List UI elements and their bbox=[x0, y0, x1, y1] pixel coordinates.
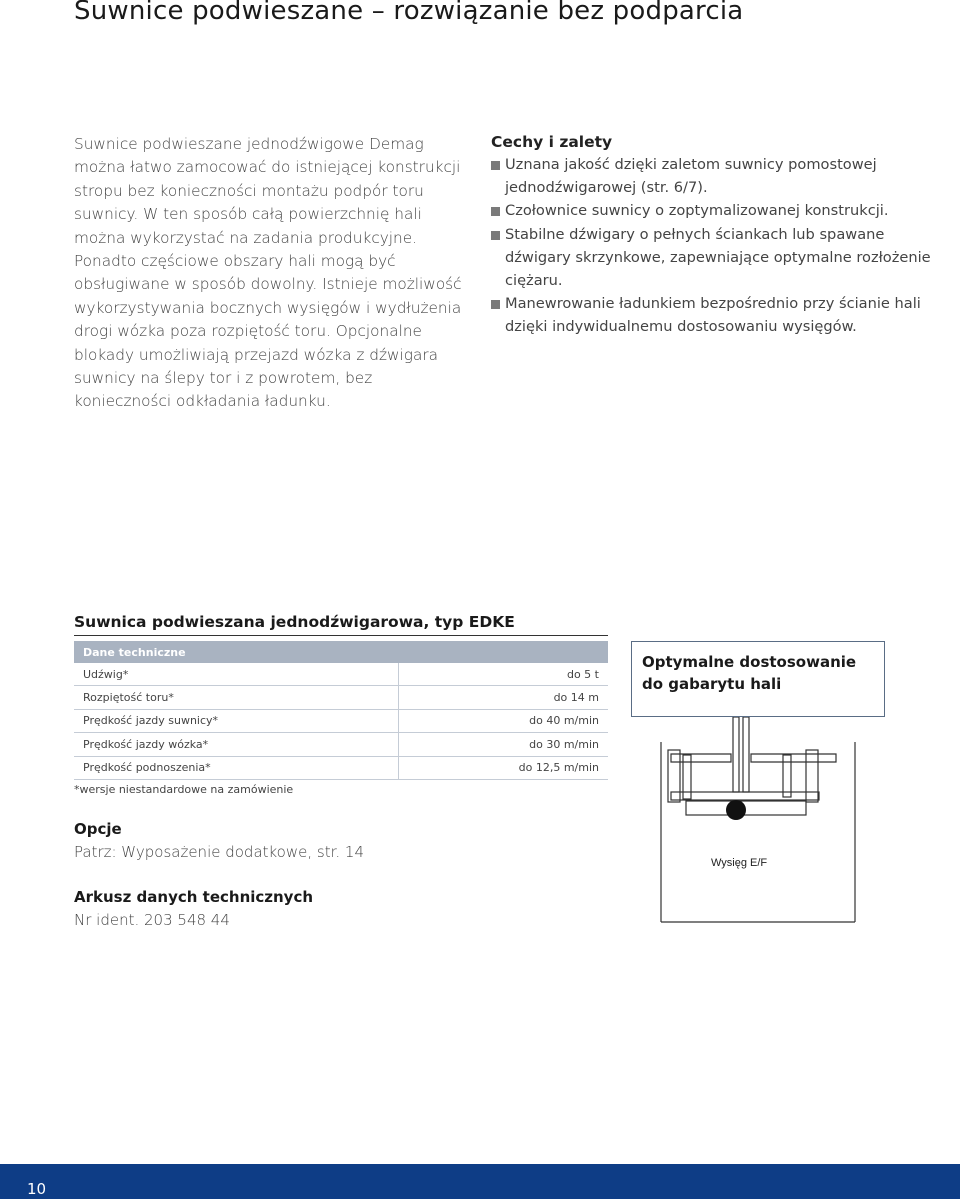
feature-text: Czołownice suwnicy o zoptymalizowanej konstrukcji. bbox=[505, 202, 889, 220]
left-end-carriage bbox=[668, 750, 680, 802]
right-trolley bbox=[783, 755, 791, 797]
table-row bbox=[74, 756, 608, 779]
options-text: Patrz: Wyposażenie dodatkowe, str. 14 bbox=[74, 843, 364, 861]
girder-lower bbox=[686, 801, 806, 815]
page-number: 10 bbox=[27, 1180, 47, 1198]
bullet-square-icon bbox=[491, 231, 500, 240]
right-end-carriage bbox=[806, 750, 818, 802]
callout-line-1: Optymalne dostosowanie bbox=[642, 653, 857, 671]
spec-table-header: Dane techniczne bbox=[74, 641, 608, 663]
feature-item bbox=[491, 292, 931, 338]
spec-divider bbox=[74, 635, 608, 636]
center-beam-right bbox=[743, 717, 749, 792]
spec-label: Prędkość jazdy suwnicy* bbox=[74, 709, 399, 732]
center-beam-left bbox=[733, 717, 739, 792]
callout-line-2: do gabarytu hali bbox=[642, 675, 782, 693]
intro-paragraph bbox=[74, 133, 474, 414]
feature-item bbox=[491, 153, 931, 199]
datasheet-text: Nr ident. 203 548 44 bbox=[74, 911, 230, 929]
datasheet-heading: Arkusz danych technicznych bbox=[74, 888, 314, 906]
spec-value: do 5 t bbox=[399, 663, 608, 686]
spec-label: Rozpiętość toru* bbox=[74, 686, 399, 709]
spec-table bbox=[74, 641, 608, 780]
feature-item bbox=[491, 223, 931, 293]
hook-dot bbox=[726, 800, 746, 820]
main-girder bbox=[671, 792, 819, 800]
feature-item bbox=[491, 199, 931, 222]
feature-text: Uznana jakość dzięki zaletom suwnicy pomostowej jednodźwigarowej (str. 6/7). bbox=[505, 156, 877, 197]
spec-footnote: *wersje niestandardowe na zamówienie bbox=[74, 783, 294, 796]
features-heading: Cechy i zalety bbox=[491, 133, 613, 151]
table-row bbox=[74, 709, 608, 732]
intro-text: Suwnice podwieszane jednodźwigowe Demag można łatwo zamocować do istniejącej konstrukcji stropu bez konieczności montażu podpór toru suwnicy. W ten sposób całą powierzchnię hali można wykorzystać na zadania produkcyjne. Ponadto częściowe obszary hali mogą być obsługiwane w sposób dowolny. Istnieje możliwość wykorzystywania bocznych wysięgów i wydłużenia drogi wózka poza rozpiętość toru. Opcjonalne blokady umożliwiają przejazd wózka z dźwigara suwnicy na ślepy tor i z powrotem, bez konieczności odkładania ładunku. bbox=[74, 135, 462, 411]
table-row bbox=[74, 663, 608, 686]
spec-label: Prędkość jazdy wózka* bbox=[74, 733, 399, 756]
footer-bar bbox=[0, 1164, 960, 1199]
feature-text: Manewrowanie ładunkiem bezpośrednio przy ścianie hali dzięki indywidualnemu dostosowaniu wysięgów. bbox=[505, 295, 921, 336]
features-section bbox=[491, 133, 931, 339]
page-title: Suwnice podwieszane – rozwiązanie bez podparcia bbox=[74, 0, 744, 26]
spec-label: Udźwig* bbox=[74, 663, 399, 686]
table-row bbox=[74, 733, 608, 756]
bullet-square-icon bbox=[491, 300, 500, 309]
right-rail bbox=[751, 754, 836, 762]
bullet-square-icon bbox=[491, 161, 500, 170]
crane-diagram bbox=[631, 717, 885, 937]
table-row bbox=[74, 686, 608, 709]
bullet-square-icon bbox=[491, 207, 500, 216]
spec-value: do 14 m bbox=[399, 686, 608, 709]
callout-box bbox=[631, 641, 885, 717]
feature-text: Stabilne dźwigary o pełnych ściankach lub spawane dźwigary skrzynkowe, zapewniające optymalne rozłożenie ciężaru. bbox=[505, 225, 931, 290]
spec-value: do 12,5 m/min bbox=[399, 756, 608, 779]
spec-heading: Suwnica podwieszana jednodźwigarowa, typ EDKE bbox=[74, 613, 515, 631]
diagram-label: Wysięg E/F bbox=[711, 857, 768, 869]
features-list bbox=[491, 153, 931, 339]
spec-label: Prędkość podnoszenia* bbox=[74, 756, 399, 779]
options-heading: Opcje bbox=[74, 820, 122, 838]
spec-value: do 30 m/min bbox=[399, 733, 608, 756]
spec-value: do 40 m/min bbox=[399, 709, 608, 732]
